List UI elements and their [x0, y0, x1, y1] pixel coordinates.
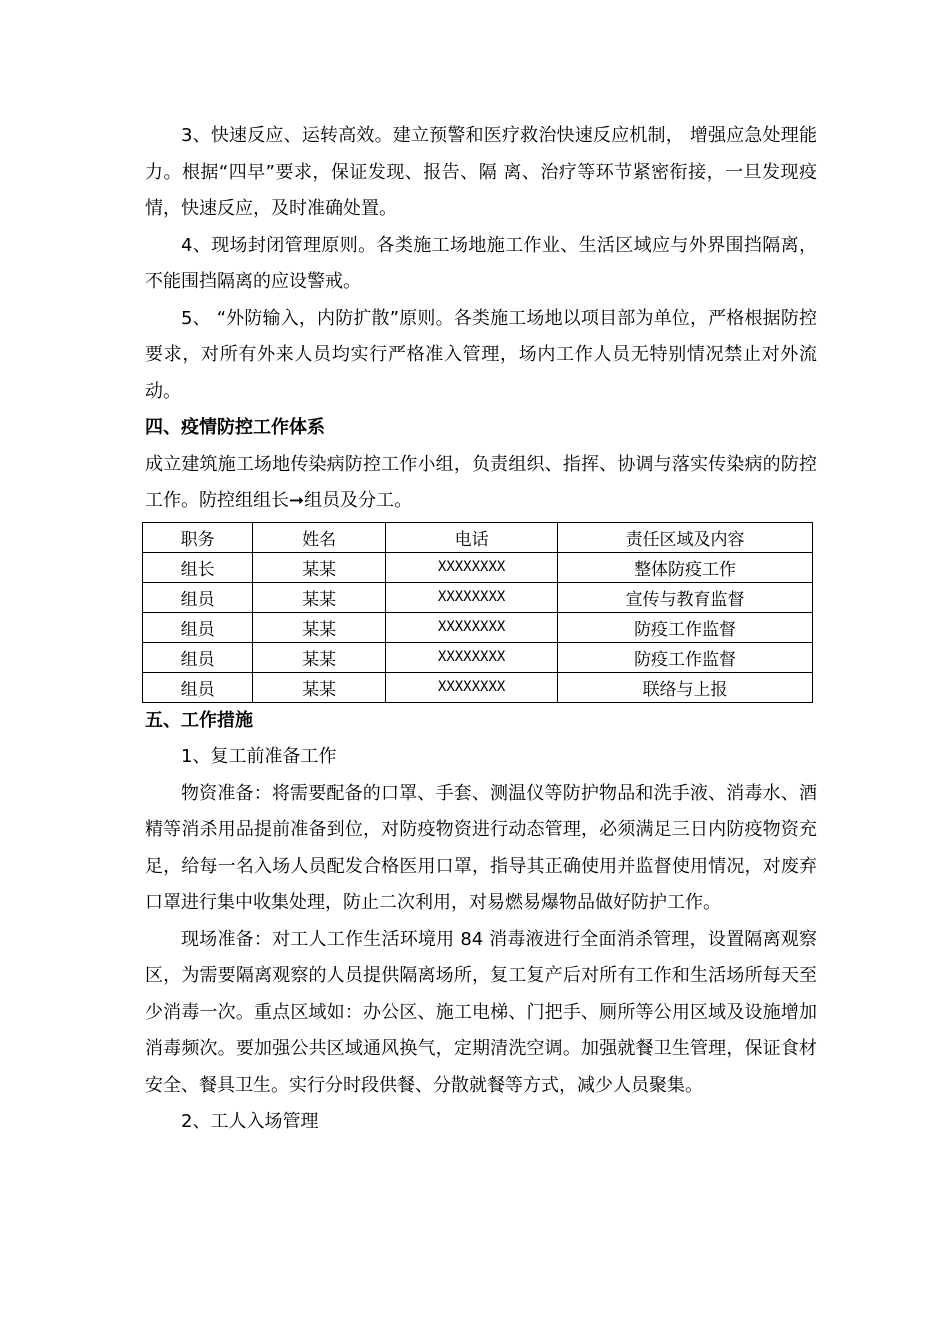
section-heading-work-measures: 五、工作措施 — [145, 709, 253, 731]
staff-table — [142, 522, 813, 703]
cell-position: 组员 — [143, 672, 253, 702]
table-row — [143, 582, 813, 612]
paragraph-site-preparation: 现场准备：对工人工作生活环境用 84 消毒液进行全面消杀管理，设置隔离观察区，为需要隔离观察的人员提供隔离场所，复工复产后对所有工作和生活场所每天至少消毒一次。重点区域如：办公区、施工电梯、门把手、厕所等公用区域及设施增加消毒频次。要加强公共区域通风换气，定期清洗空调。加强就餐卫生管理，保证食材安全、餐具卫生。实行分时段供餐、分散就餐等方式，减少人员聚集。 — [145, 928, 817, 1096]
cell-responsibility: 防疫工作监督 — [558, 612, 813, 642]
header-responsibility: 责任区域及内容 — [558, 522, 813, 552]
cell-responsibility: 联络与上报 — [558, 672, 813, 702]
paragraph-prevent-import: 5、 “外防输入，内防扩散”原则。各类施工场地以项目部为单位，严格根据防控要求，对所有外来人员均实行严格准入管理，场内工作人员无特别情况禁止对外流动。 — [145, 307, 817, 402]
cell-phone: XXXXXXXX — [386, 552, 558, 582]
cell-name: 某某 — [253, 552, 386, 582]
section-heading-prevention-system: 四、疫情防控工作体系 — [145, 417, 325, 438]
cell-position: 组员 — [143, 582, 253, 612]
table-row — [143, 612, 813, 642]
header-name: 姓名 — [253, 522, 386, 552]
subheading-pre-resumption: 1、复工前准备工作 — [181, 746, 337, 767]
cell-position: 组员 — [143, 612, 253, 642]
cell-name: 某某 — [253, 642, 386, 672]
table-row — [143, 672, 813, 702]
document-page — [145, 118, 817, 1141]
table-row — [143, 552, 813, 582]
cell-phone: XXXXXXXX — [386, 582, 558, 612]
paragraph-team-intro: 成立建筑施工场地传染病防控工作小组，负责组织、指挥、协调与落实传染病的防控工作。防控组组长➞组员及分工。 — [145, 453, 817, 511]
cell-phone: XXXXXXXX — [386, 612, 558, 642]
cell-responsibility: 宣传与教育监督 — [558, 582, 813, 612]
cell-responsibility: 防疫工作监督 — [558, 642, 813, 672]
cell-name: 某某 — [253, 672, 386, 702]
cell-phone: XXXXXXXX — [386, 672, 558, 702]
subheading-worker-entry: 2、工人入场管理 — [181, 1111, 319, 1132]
cell-name: 某某 — [253, 612, 386, 642]
header-phone: 电话 — [386, 522, 558, 552]
header-position: 职务 — [143, 522, 253, 552]
paragraph-rapid-response: 3、快速反应、运转高效。建立预警和医疗救治快速反应机制， 增强应急处理能力。根据“四早”要求，保证发现、报告、隔 离、治疗等环节紧密衔接，一旦发现疫情，快速反应，及时准确处置。 — [145, 125, 817, 219]
paragraph-site-closure: 4、现场封闭管理原则。各类施工场地施工作业、生活区域应与外界围挡隔离，不能围挡隔离的应设警戒。 — [145, 234, 817, 292]
cell-responsibility: 整体防疫工作 — [558, 552, 813, 582]
paragraph-material-preparation: 物资准备：将需要配备的口罩、手套、测温仪等防护物品和洗手液、消毒水、酒精等消杀用品提前准备到位，对防疫物资进行动态管理，必须满足三日内防疫物资充足，给每一名入场人员配发合格医用口罩，指导其正确使用并监督使用情况，对废弃口罩进行集中收集处理，防止二次利用，对易燃易爆物品做好防护工作。 — [145, 782, 817, 913]
cell-name: 某某 — [253, 582, 386, 612]
table-header-row — [143, 522, 813, 552]
cell-phone: XXXXXXXX — [386, 642, 558, 672]
table-row — [143, 642, 813, 672]
cell-position: 组员 — [143, 642, 253, 672]
cell-position: 组长 — [143, 552, 253, 582]
